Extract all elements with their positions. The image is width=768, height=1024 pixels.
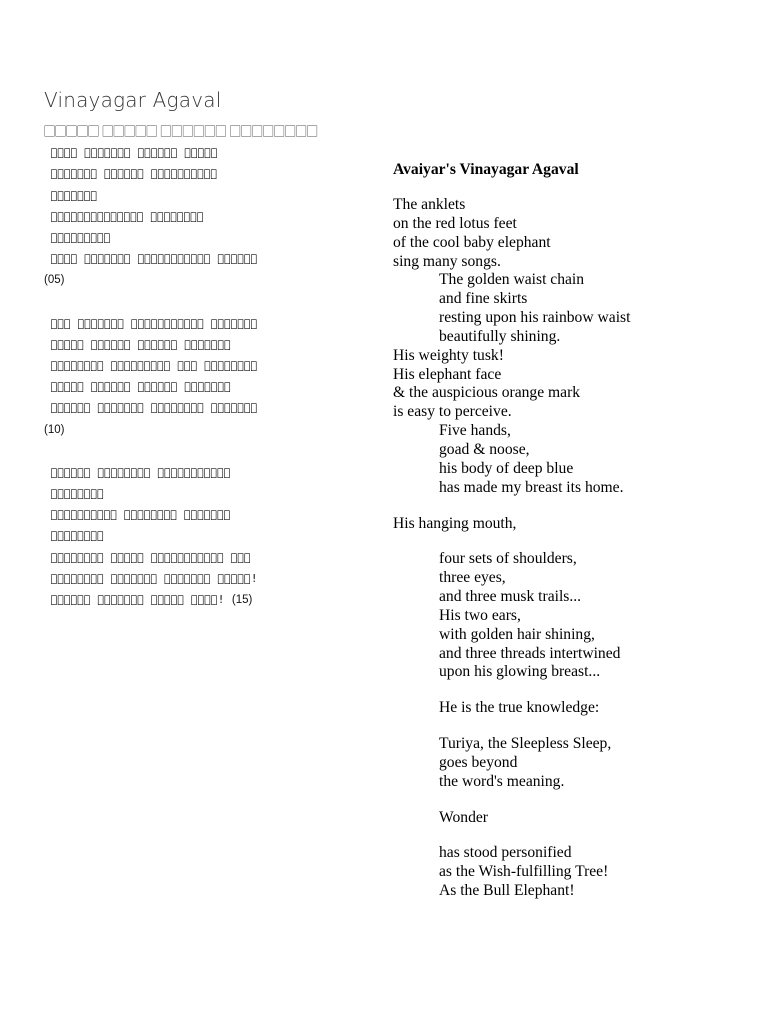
poem-line: beautifully shining. <box>439 327 561 345</box>
poem-line: is easy to perceive. <box>393 403 512 421</box>
poem-line: four sets of shoulders, <box>439 550 577 568</box>
poem-line: His hanging mouth, <box>393 514 517 532</box>
poem-line: & the auspicious orange mark <box>393 384 581 402</box>
poem-line: upon his glowing breast... <box>439 663 601 681</box>
tamil-verse-line: ⃞⃞⃞⃞⃞⃞⃞⃞ <box>44 529 105 543</box>
poem-line: has made my breast its home. <box>439 478 624 496</box>
poem-line: the word's meaning. <box>439 772 565 790</box>
tamil-verse-line: ⃞⃞⃞⃞⃞ ⃞⃞⃞⃞⃞⃞ ⃞⃞⃞⃞⃞⃞ ⃞⃞⃞⃞⃞⃞⃞ <box>44 337 232 351</box>
poem-line: As the Bull Elephant! <box>439 882 575 900</box>
poem-line: His weighty tusk! <box>393 346 504 364</box>
poem-line: Five hands, <box>439 422 511 440</box>
tamil-verse-line: ⃞⃞⃞⃞⃞⃞⃞⃞ ⃞⃞⃞⃞⃞⃞⃞ ⃞⃞⃞⃞⃞⃞⃞ ⃞⃞⃞⃞⃞! <box>44 571 258 585</box>
verse-number: (05) <box>44 274 65 287</box>
tamil-verse-line: ⃞⃞⃞⃞⃞⃞⃞⃞ ⃞⃞⃞⃞⃞⃞⃞⃞⃞ ⃞⃞⃞ ⃞⃞⃞⃞⃞⃞⃞⃞ <box>44 359 258 373</box>
tamil-verse-line: ⃞⃞⃞⃞ ⃞⃞⃞⃞⃞⃞⃞ ⃞⃞⃞⃞⃞⃞ ⃞⃞⃞⃞⃞ <box>44 146 218 160</box>
tamil-verse-line: ⃞⃞⃞⃞⃞⃞ ⃞⃞⃞⃞⃞⃞⃞⃞ ⃞⃞⃞⃞⃞⃞⃞⃞⃞⃞⃞ <box>44 465 231 479</box>
poem-line: goad & noose, <box>439 440 530 458</box>
translation-heading: Avaiyar's Vinayagar Agaval <box>393 161 579 178</box>
poem-line: His elephant face <box>393 365 502 383</box>
tamil-verse-line: ⃞⃞⃞⃞⃞⃞⃞⃞⃞⃞⃞⃞⃞⃞ ⃞⃞⃞⃞⃞⃞⃞⃞ <box>44 209 204 223</box>
poem-line: His two ears, <box>439 606 521 624</box>
tamil-verse-line: ⃞⃞⃞⃞⃞⃞ ⃞⃞⃞⃞⃞⃞⃞ ⃞⃞⃞⃞⃞ ⃞⃞⃞⃞! (15) <box>44 593 253 607</box>
tamil-verse-line: ⃞⃞⃞⃞⃞ ⃞⃞⃞⃞⃞ ⃞⃞⃞⃞⃞⃞ ⃞⃞⃞⃞⃞⃞⃞⃞ <box>44 125 319 138</box>
poem-line: sing many songs. <box>393 252 501 270</box>
tamil-verse-line: ⃞⃞⃞⃞⃞⃞⃞ <box>44 188 98 202</box>
poem-line: and fine skirts <box>439 290 528 308</box>
poem-line: Turiya, the Sleepless Sleep, <box>439 735 612 753</box>
tamil-verse-line: ⃞⃞⃞⃞⃞⃞⃞ ⃞⃞⃞⃞⃞⃞ ⃞⃞⃞⃞⃞⃞⃞⃞⃞⃞ <box>44 167 218 181</box>
poem-line: The golden waist chain <box>439 271 585 289</box>
poem-line: as the Wish-fulfilling Tree! <box>439 863 609 881</box>
tamil-verse-line: ⃞⃞⃞⃞⃞⃞⃞⃞ ⃞⃞⃞⃞⃞ ⃞⃞⃞⃞⃞⃞⃞⃞⃞⃞⃞ ⃞⃞⃞ <box>44 550 251 564</box>
poem-line: three eyes, <box>439 569 506 587</box>
tamil-verse-line: ⃞⃞⃞⃞ ⃞⃞⃞⃞⃞⃞⃞ ⃞⃞⃞⃞⃞⃞⃞⃞⃞⃞⃞ ⃞⃞⃞⃞⃞⃞ <box>44 252 258 266</box>
verse-number: (15) <box>231 594 253 607</box>
poem-line: Wonder <box>439 808 488 826</box>
poem-line: He is the true knowledge: <box>439 699 600 717</box>
poem-line: on the red lotus feet <box>393 214 517 232</box>
tamil-verse-line: ⃞⃞⃞⃞⃞ ⃞⃞⃞⃞⃞⃞ ⃞⃞⃞⃞⃞⃞ ⃞⃞⃞⃞⃞⃞⃞ <box>44 380 232 394</box>
verse-number: (10) <box>44 423 65 436</box>
poem-line: has stood personified <box>439 844 572 862</box>
tamil-verse-line: ⃞⃞⃞ ⃞⃞⃞⃞⃞⃞⃞ ⃞⃞⃞⃞⃞⃞⃞⃞⃞⃞⃞ ⃞⃞⃞⃞⃞⃞⃞ <box>44 316 258 330</box>
tamil-verse-line: ⃞⃞⃞⃞⃞⃞⃞⃞ <box>44 487 105 501</box>
poem-line: goes beyond <box>439 753 518 771</box>
tamil-verse-line: ⃞⃞⃞⃞⃞⃞⃞⃞⃞ <box>44 231 111 245</box>
page-title: Vinayagar Agaval <box>44 88 222 112</box>
tamil-verse-line: ⃞⃞⃞⃞⃞⃞ ⃞⃞⃞⃞⃞⃞⃞ ⃞⃞⃞⃞⃞⃞⃞⃞ ⃞⃞⃞⃞⃞⃞⃞ <box>44 401 258 415</box>
english-translation-column <box>393 160 743 901</box>
tamil-verse-column <box>44 121 364 611</box>
tamil-verse-line: ⃞⃞⃞⃞⃞⃞⃞⃞⃞⃞ ⃞⃞⃞⃞⃞⃞⃞⃞ ⃞⃞⃞⃞⃞⃞⃞ <box>44 508 231 522</box>
poem-line: resting upon his rainbow waist <box>439 309 631 327</box>
poem-line: of the cool baby elephant <box>393 233 551 251</box>
poem-line: with golden hair shining, <box>439 625 595 643</box>
poem-line: The anklets <box>393 196 466 213</box>
poem-line: his body of deep blue <box>439 459 574 477</box>
poem-line: and three threads intertwined <box>439 644 621 662</box>
poem-line: and three musk trails... <box>439 588 582 606</box>
